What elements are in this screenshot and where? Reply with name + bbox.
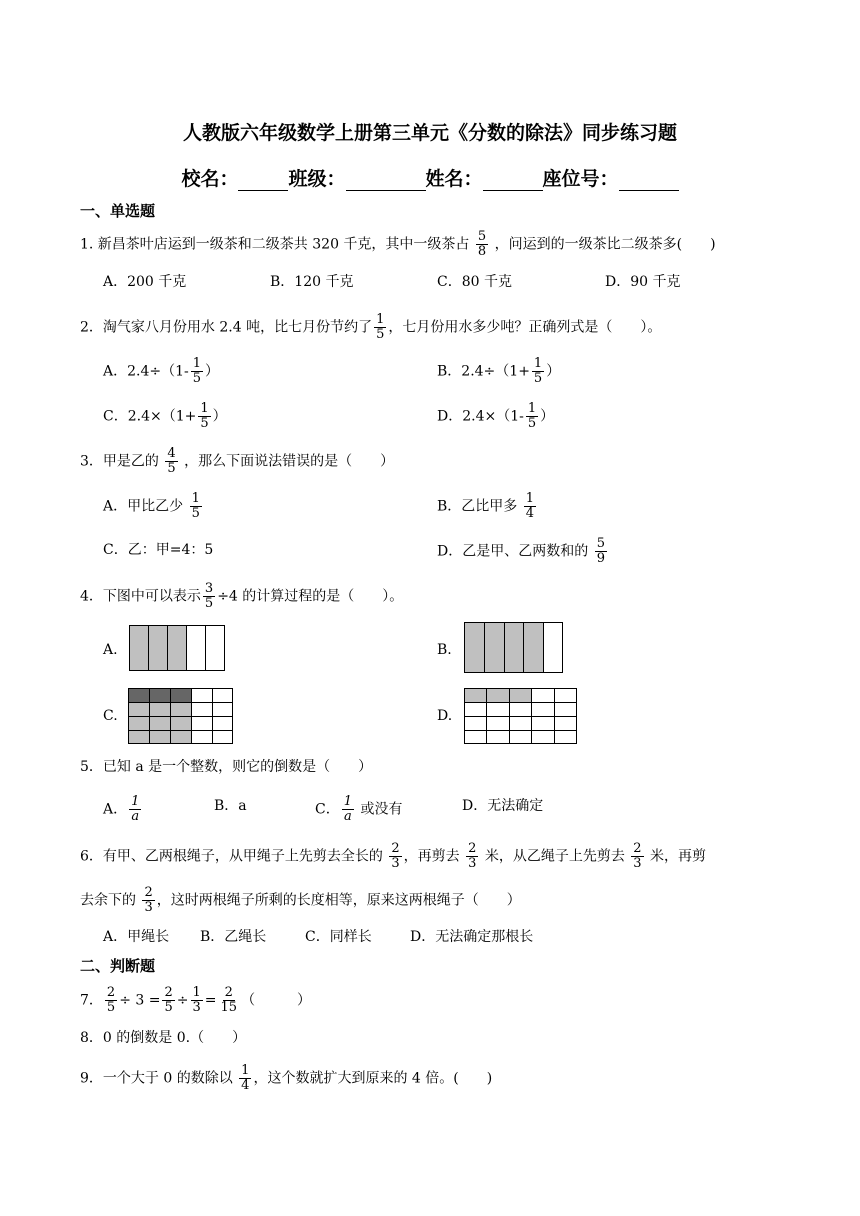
question-1 bbox=[80, 230, 716, 259]
class-blank[interactable] bbox=[346, 172, 426, 191]
q5-option-d[interactable]: D．无法确定 bbox=[462, 798, 544, 814]
q2-fraction: $\frac{1}{5}$ bbox=[376, 312, 385, 342]
q3-fraction: $\frac{4}{5}$ bbox=[167, 446, 176, 476]
q6-option-c[interactable]: C．同样长 bbox=[305, 929, 372, 945]
q3-option-b[interactable]: B．乙比甲多 $\frac{1}{4}$ bbox=[437, 491, 535, 521]
q5-option-c[interactable]: C． $\frac{1}{a}$ 或没有 bbox=[315, 794, 403, 824]
question-2 bbox=[80, 313, 661, 342]
question-8: 8．0 的倒数是 0.（ ） bbox=[80, 1030, 247, 1046]
q4-option-d-figure[interactable] bbox=[464, 688, 578, 745]
q4-option-c-figure[interactable] bbox=[128, 688, 234, 745]
q2-option-b[interactable]: B．2.4÷（1+ $\frac{1}{5}$ ） bbox=[437, 356, 561, 386]
question-7: 7． $\frac{2}{5}$ ÷ 3 = $\frac{2}{5}$ ÷ $\frac{1}{3}$ = $\frac{2}{15}$ （ ） bbox=[80, 985, 312, 1015]
q1-fraction: $\frac{5}{8}$ bbox=[477, 229, 487, 259]
school-blank[interactable] bbox=[238, 172, 288, 191]
question-6-line-1: 6．有甲、乙两根绳子，从甲绳子上先剪去全长的 $\frac{2}{3}$ ，再剪去 $\frac{2}{3}$ 米，从乙绳子上先剪去 $\frac{2}{3}$ 米，再剪 bbox=[80, 841, 707, 871]
q4-option-a-figure[interactable] bbox=[129, 625, 226, 672]
q4-option-c-label[interactable]: C. bbox=[103, 708, 118, 724]
page-title: 人教版六年级数学上册第三单元《分数的除法》同步练习题 bbox=[182, 122, 677, 144]
q6-option-d[interactable]: D．无法确定那根长 bbox=[410, 929, 534, 945]
q3-text-a: 3．甲是乙的 bbox=[80, 453, 159, 470]
question-4 bbox=[80, 582, 403, 611]
name-blank[interactable] bbox=[483, 172, 543, 191]
q1-text-b: ，问运到的一级茶比二级茶多( ) bbox=[494, 236, 716, 253]
school-label: 校名： bbox=[181, 168, 239, 190]
seat-blank[interactable] bbox=[619, 172, 679, 191]
name-label: 姓名： bbox=[425, 168, 483, 190]
q3-option-c[interactable]: C．乙：甲=4：5 bbox=[103, 542, 214, 558]
q4-option-d-label[interactable]: D. bbox=[437, 708, 453, 724]
q1-option-c[interactable]: C．80 千克 bbox=[437, 274, 512, 290]
student-info-line bbox=[0, 164, 860, 191]
q2-option-a[interactable]: A．2.4÷（1- $\frac{1}{5}$ ） bbox=[103, 356, 220, 386]
q1-option-b[interactable]: B．120 千克 bbox=[270, 274, 354, 290]
seat-label: 座位号： bbox=[542, 168, 619, 190]
q2-text-a: 2．淘气家八月份用水 2.4 吨，比七月份节约了 bbox=[80, 319, 373, 336]
question-9: 9．一个大于 0 的数除以 $\frac{1}{4}$ ，这个数就扩大到原来的 4 倍。( ) bbox=[80, 1063, 493, 1093]
q2-option-d[interactable]: D．2.4×（1- $\frac{1}{5}$ ） bbox=[437, 401, 555, 431]
q5-option-b[interactable]: B．a bbox=[214, 798, 247, 814]
q5-option-a[interactable]: A． $\frac{1}{a}$ bbox=[103, 794, 140, 824]
q4-text-b: ÷4 的计算过程的是（ ）。 bbox=[217, 588, 404, 605]
q2-text-b: ，七月份用水多少吨？正确列式是（ ）。 bbox=[388, 319, 662, 336]
q1-option-a[interactable]: A．200 千克 bbox=[103, 274, 187, 290]
q4-option-b-figure[interactable] bbox=[464, 622, 564, 674]
q4-option-b-label[interactable]: B. bbox=[437, 642, 452, 658]
section-true-false: 二、判断题 bbox=[80, 957, 156, 975]
section-single-choice: 一、单选题 bbox=[80, 202, 156, 220]
question-3 bbox=[80, 447, 394, 476]
q6-option-a[interactable]: A．甲绳长 bbox=[103, 929, 170, 945]
q6-option-b[interactable]: B．乙绳长 bbox=[200, 929, 267, 945]
q2-option-c[interactable]: C．2.4×（1+ $\frac{1}{5}$ ） bbox=[103, 401, 227, 431]
question-5: 5．已知 a 是一个整数，则它的倒数是（ ） bbox=[80, 759, 373, 775]
q3-option-a[interactable]: A．甲比乙少 $\frac{1}{5}$ bbox=[103, 491, 200, 521]
question-6-line-2: 去余下的 $\frac{2}{3}$ ，这时两根绳子所剩的长度相等，原来这两根绳子（ ） bbox=[80, 885, 521, 915]
class-label: 班级： bbox=[288, 168, 346, 190]
q1-text-a: 1. 新昌茶叶店运到一级茶和二级茶共 320 千克，其中一级茶占 bbox=[80, 236, 470, 253]
q4-fraction: $\frac{3}{5}$ bbox=[204, 581, 214, 611]
q1-option-d[interactable]: D．90 千克 bbox=[605, 274, 681, 290]
q4-text-a: 4．下图中可以表示 bbox=[80, 588, 201, 605]
q3-text-b: ，那么下面说法错误的是（ ） bbox=[184, 453, 395, 470]
q3-option-d[interactable]: D．乙是甲、乙两数和的 $\frac{5}{9}$ bbox=[437, 536, 605, 566]
q4-option-a-label[interactable]: A. bbox=[103, 642, 118, 658]
